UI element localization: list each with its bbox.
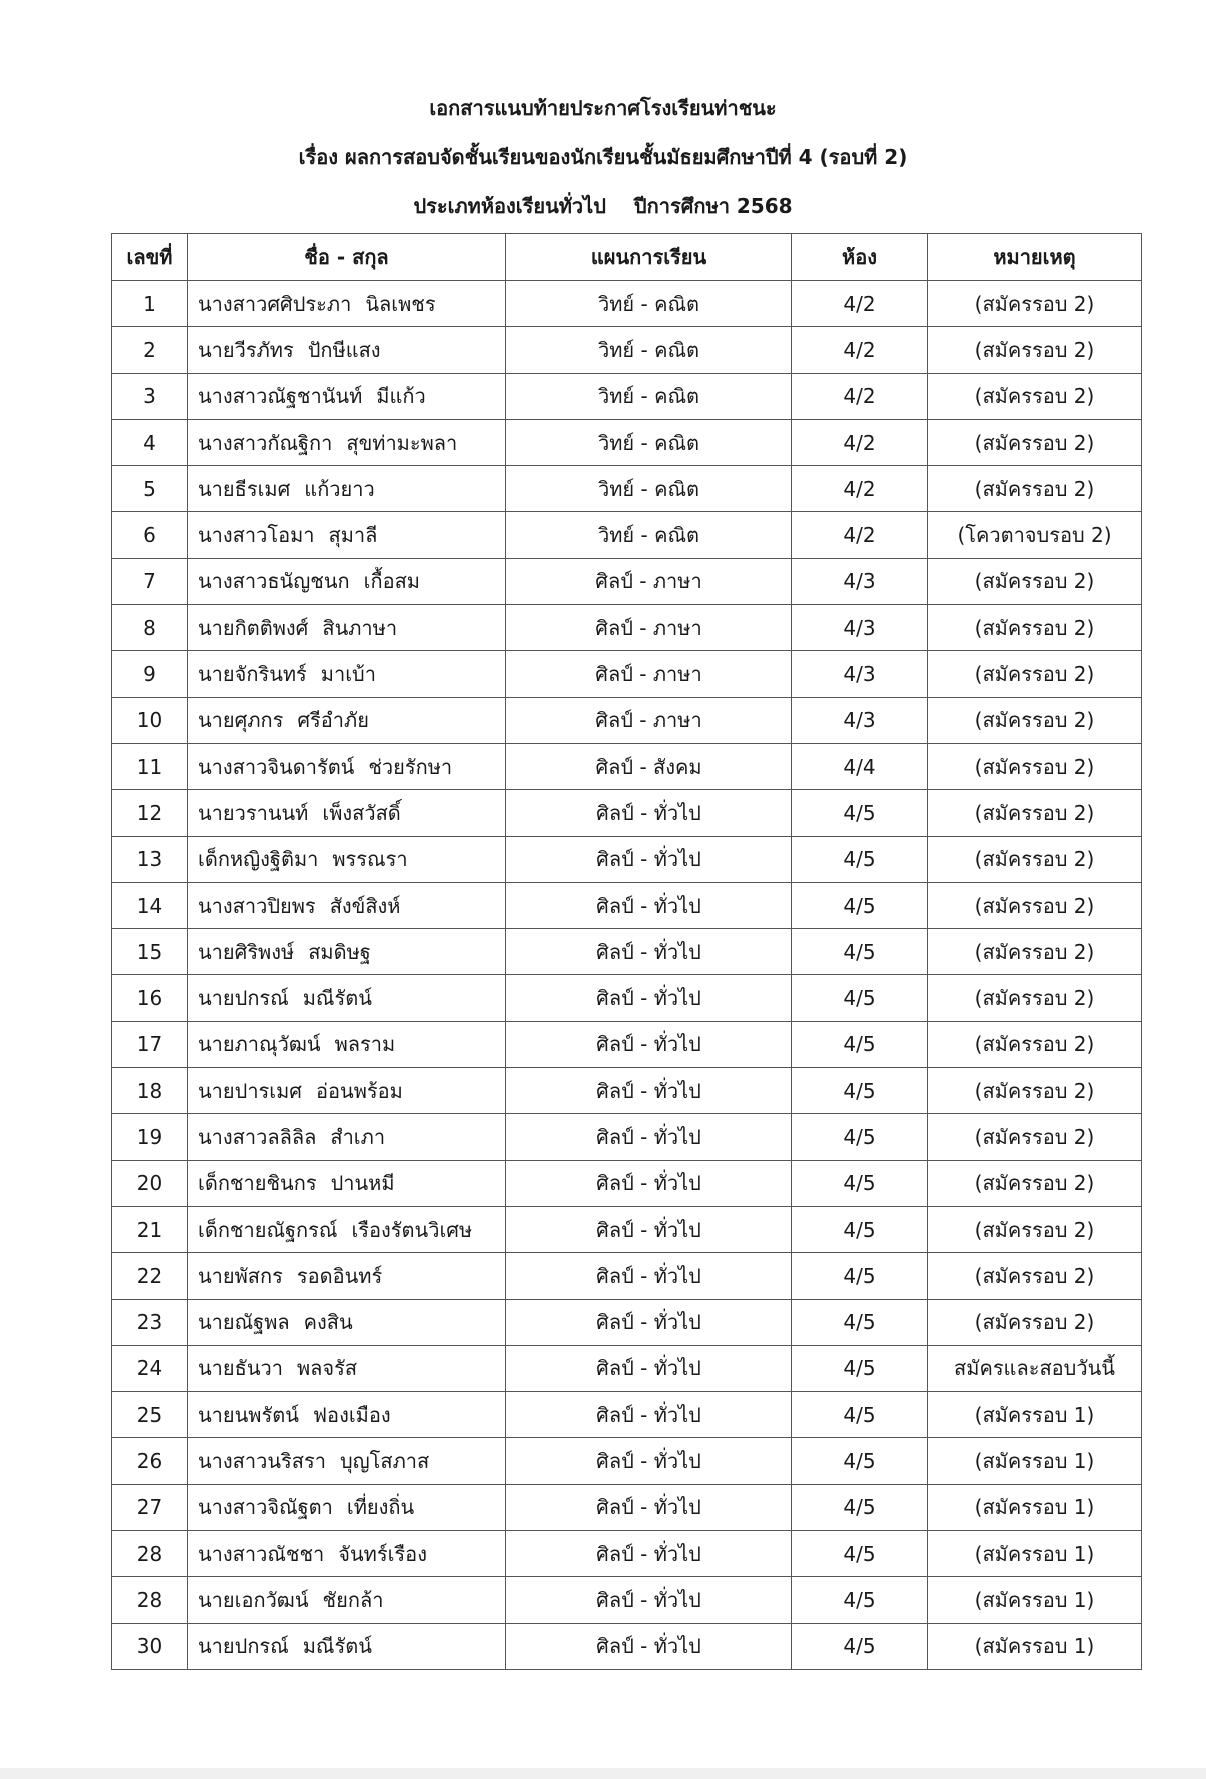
cell-name: [188, 373, 506, 419]
cell-note: (สมัครรอบ 2): [928, 743, 1142, 789]
first-name: นางสาวณัชชา: [198, 1541, 325, 1566]
table-row: [112, 1206, 1142, 1252]
cell-plan: ศิลป์ - สังคม: [506, 743, 792, 789]
last-name: พลราม: [334, 1032, 396, 1057]
table-row: [112, 1438, 1142, 1484]
last-name: สมดิษฐ: [308, 939, 371, 964]
cell-room: 4/5: [792, 1299, 928, 1345]
cell-note: (สมัครรอบ 1): [928, 1438, 1142, 1484]
cell-number: 1: [112, 281, 188, 327]
table-row: [112, 1253, 1142, 1299]
cell-room: 4/5: [792, 882, 928, 928]
cell-room: 4/5: [792, 1345, 928, 1391]
cell-room: 4/5: [792, 929, 928, 975]
first-name: นางสาวศศิประภา: [198, 291, 352, 316]
table-row: [112, 605, 1142, 651]
cell-note: (สมัครรอบ 2): [928, 1299, 1142, 1345]
last-name: พลจรัส: [296, 1356, 358, 1381]
table-row: [112, 1577, 1142, 1623]
cell-plan: วิทย์ - คณิต: [506, 419, 792, 465]
first-name: นางสาวจิณัฐตา: [198, 1495, 333, 1520]
last-name: เรืองรัตนวิเศษ: [351, 1217, 473, 1242]
table-row: [112, 1531, 1142, 1577]
cell-name: [188, 1531, 506, 1577]
table-row: [112, 327, 1142, 373]
last-name: สุขท่ามะพลา: [346, 430, 458, 455]
first-name: นายเอกวัฒน์: [198, 1587, 309, 1612]
cell-room: 4/3: [792, 605, 928, 651]
cell-room: 4/5: [792, 1484, 928, 1530]
last-name: มีแก้ว: [376, 384, 426, 409]
cell-name: [188, 466, 506, 512]
last-name: รอดอินทร์: [296, 1263, 383, 1288]
cell-plan: ศิลป์ - ทั่วไป: [506, 836, 792, 882]
cell-number: 6: [112, 512, 188, 558]
cell-room: 4/5: [792, 1577, 928, 1623]
cell-plan: ศิลป์ - ทั่วไป: [506, 975, 792, 1021]
column-header-number: เลขที่: [112, 234, 188, 281]
cell-note: (สมัครรอบ 2): [928, 1253, 1142, 1299]
first-name: นายศิริพงษ์: [198, 939, 295, 964]
cell-number: 11: [112, 743, 188, 789]
last-name: มณีรัตน์: [302, 1634, 372, 1659]
last-name: พรรณรา: [332, 847, 408, 872]
cell-number: 9: [112, 651, 188, 697]
cell-note: (สมัครรอบ 2): [928, 281, 1142, 327]
cell-plan: ศิลป์ - ทั่วไป: [506, 1068, 792, 1114]
cell-name: [188, 790, 506, 836]
cell-note: (โควตาจบรอบ 2): [928, 512, 1142, 558]
first-name: นางสาวธนัญชนก: [198, 569, 350, 594]
first-name: นายนพรัตน์: [198, 1402, 299, 1427]
last-name: บุญโสภาส: [339, 1449, 430, 1474]
cell-name: [188, 697, 506, 743]
first-name: นายศุภกร: [198, 708, 284, 733]
table-row: [112, 1484, 1142, 1530]
cell-name: [188, 743, 506, 789]
table-row: [112, 1299, 1142, 1345]
last-name: ช่วยรักษา: [368, 754, 453, 779]
table-row: [112, 651, 1142, 697]
cell-plan: ศิลป์ - ทั่วไป: [506, 1577, 792, 1623]
cell-name: [188, 1206, 506, 1252]
results-table: [111, 233, 1142, 1670]
cell-name: [188, 281, 506, 327]
table-row: [112, 882, 1142, 928]
cell-name: [188, 836, 506, 882]
cell-plan: ศิลป์ - ภาษา: [506, 651, 792, 697]
table-row: [112, 466, 1142, 512]
cell-name: [188, 1021, 506, 1067]
first-name: นายณัฐพล: [198, 1310, 290, 1335]
cell-note: (สมัครรอบ 2): [928, 1068, 1142, 1114]
cell-plan: ศิลป์ - ทั่วไป: [506, 1206, 792, 1252]
cell-number: 14: [112, 882, 188, 928]
cell-note: (สมัครรอบ 2): [928, 697, 1142, 743]
cell-plan: วิทย์ - คณิต: [506, 466, 792, 512]
last-name: คงสิน: [303, 1310, 353, 1335]
cell-name: [188, 1623, 506, 1669]
table-row: [112, 790, 1142, 836]
cell-plan: ศิลป์ - ทั่วไป: [506, 1114, 792, 1160]
first-name: เด็กชายณัฐกรณ์: [198, 1217, 338, 1242]
cell-plan: วิทย์ - คณิต: [506, 281, 792, 327]
cell-note: (สมัครรอบ 2): [928, 882, 1142, 928]
cell-name: [188, 605, 506, 651]
cell-note: (สมัครรอบ 2): [928, 466, 1142, 512]
table-row: [112, 558, 1142, 604]
cell-room: 4/5: [792, 975, 928, 1021]
class-type: ประเภทห้องเรียนทั่วไป: [413, 194, 606, 218]
last-name: จันทร์เรือง: [338, 1541, 427, 1566]
cell-note: (สมัครรอบ 1): [928, 1392, 1142, 1438]
cell-number: 30: [112, 1623, 188, 1669]
column-header-note: หมายเหตุ: [928, 234, 1142, 281]
first-name: นางสาวณัฐชานันท์: [198, 384, 363, 409]
table-row: [112, 281, 1142, 327]
last-name: สำเภา: [330, 1124, 386, 1149]
table-row: [112, 1068, 1142, 1114]
table-row: [112, 1345, 1142, 1391]
last-name: สินภาษา: [322, 615, 398, 640]
cell-name: [188, 882, 506, 928]
cell-number: 20: [112, 1160, 188, 1206]
table-row: [112, 373, 1142, 419]
last-name: ศรีอำภัย: [297, 708, 369, 733]
cell-plan: ศิลป์ - ทั่วไป: [506, 1021, 792, 1067]
cell-number: 17: [112, 1021, 188, 1067]
last-name: สังข์สิงห์: [329, 893, 401, 918]
table-row: [112, 1392, 1142, 1438]
first-name: นายปกรณ์: [198, 1634, 289, 1659]
first-name: นางสาวจินดารัตน์: [198, 754, 355, 779]
cell-number: 2: [112, 327, 188, 373]
cell-name: [188, 1160, 506, 1206]
cell-name: [188, 1299, 506, 1345]
cell-room: 4/5: [792, 1206, 928, 1252]
cell-plan: ศิลป์ - ทั่วไป: [506, 1392, 792, 1438]
cell-plan: ศิลป์ - ทั่วไป: [506, 1623, 792, 1669]
cell-name: [188, 1068, 506, 1114]
cell-number: 10: [112, 697, 188, 743]
cell-note: (สมัครรอบ 1): [928, 1484, 1142, 1530]
cell-room: 4/5: [792, 1531, 928, 1577]
cell-number: 28: [112, 1577, 188, 1623]
cell-name: [188, 1345, 506, 1391]
cell-number: 8: [112, 605, 188, 651]
last-name: เพ็งสวัสดิ์: [322, 800, 401, 825]
cell-room: 4/3: [792, 697, 928, 743]
cell-plan: ศิลป์ - ทั่วไป: [506, 1345, 792, 1391]
cell-name: [188, 558, 506, 604]
first-name: เด็กชายชินกร: [198, 1171, 317, 1196]
table-row: [112, 1114, 1142, 1160]
cell-number: 27: [112, 1484, 188, 1530]
cell-plan: ศิลป์ - ทั่วไป: [506, 1160, 792, 1206]
last-name: อ่อนพร้อม: [316, 1078, 403, 1103]
table-row: [112, 743, 1142, 789]
cell-note: (สมัครรอบ 1): [928, 1531, 1142, 1577]
cell-note: (สมัครรอบ 2): [928, 1021, 1142, 1067]
cell-number: 25: [112, 1392, 188, 1438]
cell-plan: ศิลป์ - ทั่วไป: [506, 790, 792, 836]
cell-name: [188, 1484, 506, 1530]
first-name: นายปารเมศ: [198, 1078, 303, 1103]
last-name: มาเบ้า: [320, 662, 376, 687]
cell-plan: ศิลป์ - ภาษา: [506, 697, 792, 743]
cell-plan: วิทย์ - คณิต: [506, 327, 792, 373]
cell-number: 28: [112, 1531, 188, 1577]
first-name: นายปกรณ์: [198, 986, 289, 1011]
cell-note: (สมัครรอบ 2): [928, 419, 1142, 465]
first-name: นายวีรภัทร: [198, 337, 294, 362]
table-header-row: [112, 234, 1142, 281]
column-header-plan: แผนการเรียน: [506, 234, 792, 281]
cell-note: (สมัครรอบ 2): [928, 605, 1142, 651]
cell-note: (สมัครรอบ 2): [928, 558, 1142, 604]
cell-note: (สมัครรอบ 2): [928, 327, 1142, 373]
cell-room: 4/3: [792, 651, 928, 697]
cell-room: 4/2: [792, 419, 928, 465]
academic-year: ปีการศึกษา 2568: [633, 194, 793, 218]
cell-note: (สมัครรอบ 1): [928, 1577, 1142, 1623]
table-row: [112, 836, 1142, 882]
cell-room: 4/2: [792, 327, 928, 373]
cell-note: (สมัครรอบ 2): [928, 790, 1142, 836]
cell-plan: ศิลป์ - ทั่วไป: [506, 1484, 792, 1530]
cell-name: [188, 929, 506, 975]
table-row: [112, 512, 1142, 558]
cell-room: 4/5: [792, 1438, 928, 1484]
first-name: นายจักรินทร์: [198, 662, 307, 687]
cell-room: 4/5: [792, 1253, 928, 1299]
cell-plan: ศิลป์ - ทั่วไป: [506, 929, 792, 975]
cell-room: 4/5: [792, 1114, 928, 1160]
cell-room: 4/5: [792, 1392, 928, 1438]
cell-note: (สมัครรอบ 2): [928, 1160, 1142, 1206]
cell-number: 16: [112, 975, 188, 1021]
cell-name: [188, 1438, 506, 1484]
cell-room: 4/5: [792, 836, 928, 882]
cell-plan: วิทย์ - คณิต: [506, 373, 792, 419]
table-row: [112, 1160, 1142, 1206]
cell-name: [188, 1114, 506, 1160]
first-name: นางสาวโอมา: [198, 523, 315, 548]
cell-number: 22: [112, 1253, 188, 1299]
cell-plan: ศิลป์ - ภาษา: [506, 605, 792, 651]
cell-room: 4/2: [792, 466, 928, 512]
cell-name: [188, 1253, 506, 1299]
cell-note: (สมัครรอบ 2): [928, 1206, 1142, 1252]
cell-name: [188, 327, 506, 373]
page-bottom-edge: [0, 1768, 1206, 1779]
cell-name: [188, 651, 506, 697]
cell-plan: วิทย์ - คณิต: [506, 512, 792, 558]
table-row: [112, 419, 1142, 465]
cell-name: [188, 975, 506, 1021]
last-name: นิลเพชร: [365, 291, 436, 316]
table-row: [112, 1021, 1142, 1067]
first-name: นางสาวปิยพร: [198, 893, 316, 918]
cell-plan: ศิลป์ - ทั่วไป: [506, 882, 792, 928]
cell-room: 4/2: [792, 281, 928, 327]
document-subject: เรื่อง ผลการสอบจัดชั้นเรียนของนักเรียนชั้นมัธยมศึกษาปีที่ 4 (รอบที่ 2): [298, 145, 908, 169]
last-name: มณีรัตน์: [302, 986, 372, 1011]
last-name: ฟองเมือง: [312, 1402, 391, 1427]
cell-name: [188, 1577, 506, 1623]
cell-plan: ศิลป์ - ทั่วไป: [506, 1253, 792, 1299]
first-name: นางสาวลลิลิล: [198, 1124, 317, 1149]
cell-note: (สมัครรอบ 2): [928, 929, 1142, 975]
first-name: นายธีรเมศ: [198, 476, 291, 501]
cell-note: (สมัครรอบ 1): [928, 1623, 1142, 1669]
cell-room: 4/5: [792, 1021, 928, 1067]
last-name: เที่ยงถิ่น: [346, 1495, 415, 1520]
last-name: ชัยกล้า: [322, 1587, 384, 1612]
cell-note: (สมัครรอบ 2): [928, 373, 1142, 419]
cell-room: 4/5: [792, 1068, 928, 1114]
cell-number: 5: [112, 466, 188, 512]
cell-room: 4/5: [792, 790, 928, 836]
cell-room: 4/3: [792, 558, 928, 604]
cell-plan: ศิลป์ - ทั่วไป: [506, 1299, 792, 1345]
last-name: ปักษีแสง: [307, 337, 381, 362]
cell-number: 21: [112, 1206, 188, 1252]
cell-name: [188, 512, 506, 558]
first-name: นายวรานนท์: [198, 800, 309, 825]
cell-number: 26: [112, 1438, 188, 1484]
first-name: เด็กหญิงฐิติมา: [198, 847, 319, 872]
document-title: เอกสารแนบท้ายประกาศโรงเรียนท่าชนะ: [429, 96, 777, 120]
cell-plan: ศิลป์ - ทั่วไป: [506, 1531, 792, 1577]
last-name: แก้วยาว: [304, 476, 375, 501]
cell-number: 4: [112, 419, 188, 465]
cell-number: 12: [112, 790, 188, 836]
first-name: นายพัสกร: [198, 1263, 283, 1288]
cell-number: 23: [112, 1299, 188, 1345]
first-name: นางสาวกัณฐิกา: [198, 430, 333, 455]
cell-note: (สมัครรอบ 2): [928, 836, 1142, 882]
cell-note: (สมัครรอบ 2): [928, 975, 1142, 1021]
cell-room: 4/2: [792, 373, 928, 419]
column-header-name: ชื่อ - สกุล: [188, 234, 506, 281]
cell-number: 18: [112, 1068, 188, 1114]
cell-room: 4/2: [792, 512, 928, 558]
table-row: [112, 697, 1142, 743]
cell-note: สมัครและสอบวันนี้: [928, 1345, 1142, 1391]
table-row: [112, 975, 1142, 1021]
cell-number: 15: [112, 929, 188, 975]
cell-note: (สมัครรอบ 2): [928, 651, 1142, 697]
cell-plan: ศิลป์ - ภาษา: [506, 558, 792, 604]
document-class-type-year: [0, 192, 1206, 220]
cell-plan: ศิลป์ - ทั่วไป: [506, 1438, 792, 1484]
last-name: สุมาลี: [328, 523, 378, 548]
first-name: นายภาณุวัฒน์: [198, 1032, 321, 1057]
cell-note: (สมัครรอบ 2): [928, 1114, 1142, 1160]
cell-name: [188, 1392, 506, 1438]
table-row: [112, 1623, 1142, 1669]
first-name: นายกิตติพงศ์: [198, 615, 309, 640]
first-name: นายธันวา: [198, 1356, 283, 1381]
first-name: นางสาวนริสรา: [198, 1449, 326, 1474]
cell-name: [188, 419, 506, 465]
cell-number: 19: [112, 1114, 188, 1160]
last-name: เกื้อสม: [363, 569, 420, 594]
cell-number: 7: [112, 558, 188, 604]
cell-number: 3: [112, 373, 188, 419]
cell-room: 4/4: [792, 743, 928, 789]
column-header-room: ห้อง: [792, 234, 928, 281]
table-row: [112, 929, 1142, 975]
cell-room: 4/5: [792, 1623, 928, 1669]
cell-number: 13: [112, 836, 188, 882]
cell-number: 24: [112, 1345, 188, 1391]
last-name: ปานหมี: [330, 1171, 395, 1196]
cell-room: 4/5: [792, 1160, 928, 1206]
